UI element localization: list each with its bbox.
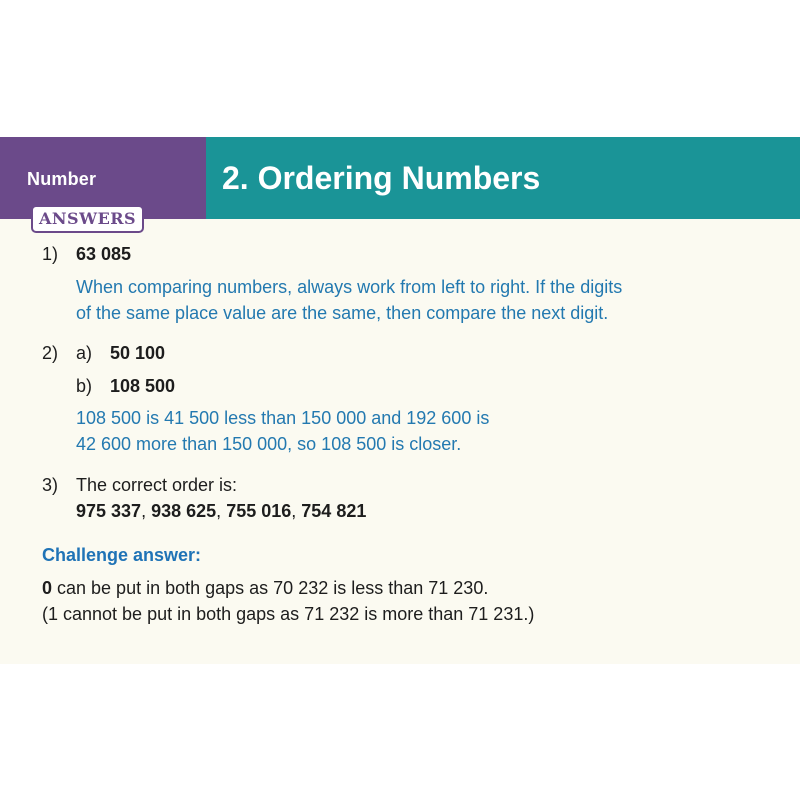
challenge-line2: (1 cannot be put in both gaps as 71 232 is more than 71 231.) (42, 604, 535, 624)
q2b-answer: 108 500 (110, 376, 176, 396)
q1-explanation-line1: When comparing numbers, always work from left to right. If the digits (76, 277, 623, 297)
q2-explanation-line2: 42 600 more than 150 000, so 108 500 is closer. (76, 434, 462, 454)
q2a-answer: 50 100 (110, 343, 166, 363)
challenge-heading: Challenge answer: (42, 545, 202, 565)
challenge-line1 (42, 578, 488, 599)
q3-order-item: 938 625 (151, 501, 217, 521)
challenge-digit: 0 (42, 578, 53, 598)
q2-number: 2) (42, 343, 59, 363)
q3-order-item: 975 337 (76, 501, 142, 521)
answers-badge: ANSWERS (31, 205, 144, 233)
q3-order-item: 754 821 (301, 501, 367, 521)
q3-number: 3) (42, 475, 59, 495)
q2-explanation-line1: 108 500 is 41 500 less than 150 000 and 192 600 is (76, 408, 490, 428)
q1-explanation-line2: of the same place value are the same, then compare the next digit. (76, 303, 609, 323)
section-label: Number (27, 169, 97, 189)
challenge-line1-rest: can be put in both gaps as 70 232 is less than 71 230. (52, 578, 489, 598)
q3-order-line (76, 501, 366, 522)
q3-separator: , (291, 501, 302, 521)
q3-order-item: 755 016 (226, 501, 292, 521)
q3-intro: The correct order is: (76, 475, 238, 495)
title-banner (206, 137, 800, 219)
q1-answer: 63 085 (76, 244, 132, 264)
q1-number: 1) (42, 244, 59, 264)
page-title: 2. Ordering Numbers (222, 160, 541, 196)
q2a-label: a) (76, 343, 93, 363)
q3-separator: , (216, 501, 227, 521)
q3-separator: , (141, 501, 152, 521)
q2b-label: b) (76, 376, 93, 396)
